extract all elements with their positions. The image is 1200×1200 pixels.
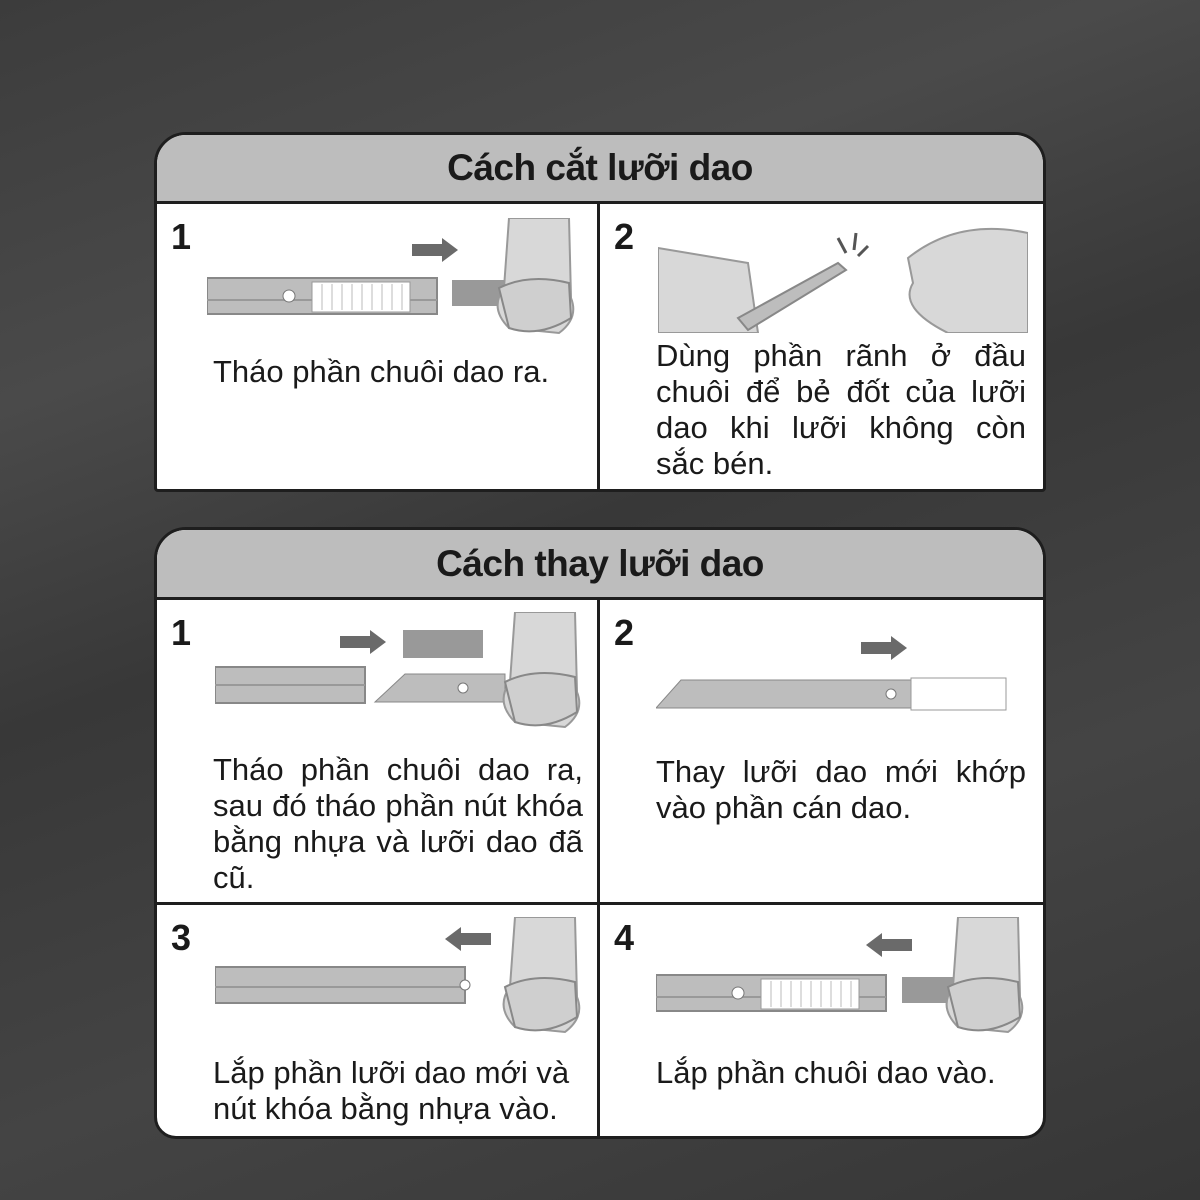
remove-handle-cap-illustration <box>207 218 577 338</box>
insert-new-blade-illustration <box>656 630 1016 720</box>
step-text: Lắp phần chuôi dao vào. <box>656 1055 996 1090</box>
step-number: 1 <box>171 216 192 257</box>
snap-blade-illustration <box>658 218 1028 333</box>
replace-step-4 <box>600 905 1043 1139</box>
cut-step-2 <box>600 204 1043 492</box>
step-number: 2 <box>614 612 635 653</box>
step-text: Lắp phần lưỡi dao mới và nút khóa bằng nhựa vào. <box>213 1055 570 1126</box>
step-number: 3 <box>171 917 192 958</box>
replace-step-3 <box>157 905 600 1139</box>
replace-step-2 <box>600 600 1043 905</box>
insert-blade-and-lock-illustration <box>215 917 585 1047</box>
section-title: Cách thay lưỡi dao <box>157 530 1043 600</box>
step-text: Tháo phần chuôi dao ra. <box>213 354 550 389</box>
replace-step-1 <box>157 600 600 905</box>
cut-step-1 <box>157 204 600 492</box>
attach-handle-cap-illustration <box>656 917 1026 1047</box>
step-text: Thay lưỡi dao mới khớp vào phần cán dao. <box>656 754 1026 825</box>
remove-lock-and-blade-illustration <box>215 612 585 732</box>
section-title: Cách cắt lưỡi dao <box>157 135 1043 204</box>
step-text: Tháo phần chuôi dao ra, sau đó tháo phần nút khóa bằng nhựa và lưỡi dao đã cũ. <box>213 752 583 895</box>
step-number: 2 <box>614 216 635 257</box>
step-text: Dùng phần rãnh ở đầu chuôi để bẻ đốt của lưỡi dao khi lưỡi không còn sắc bén. <box>656 338 1026 481</box>
replace-blade-section <box>154 527 1046 1139</box>
step-number: 4 <box>614 917 635 958</box>
cut-blade-section <box>154 132 1046 492</box>
step-number: 1 <box>171 612 192 653</box>
